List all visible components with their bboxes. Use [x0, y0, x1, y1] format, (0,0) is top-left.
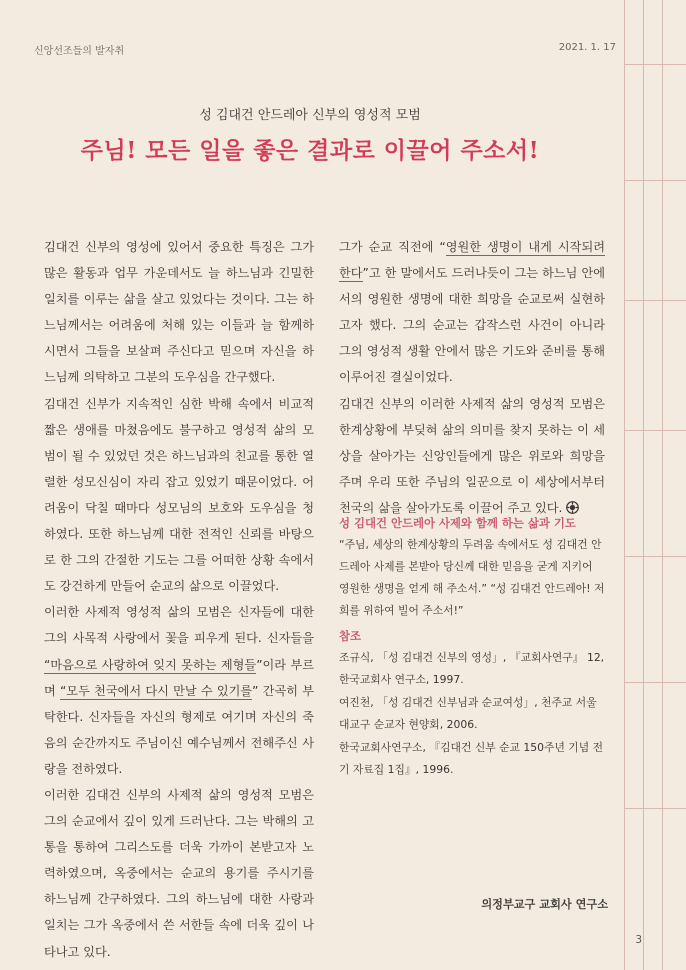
- margin-line: [624, 682, 686, 683]
- margin-rule-1: [624, 0, 625, 970]
- margin-rule-2: [643, 0, 644, 970]
- article-title: 주님! 모든 일을 좋은 결과로 이끌어 주소서!: [80, 137, 540, 164]
- references-heading: 참조: [339, 629, 362, 643]
- paragraph: 김대건 신부의 영성에 있어서 중요한 특징은 그가 많은 활동과 업무 가운데서도 늘 하느님과 긴밀한 일치를 이루는 삶을 살고 있었다는 것이다. 그는 하느님께서는 어려움에 처해 있는 이들과 늘 함께하시면서 그들을 보살펴 주신다고 믿으며 자신을 하느님께 의탁하고 그분의 도우심을 간구했다.: [44, 240, 314, 385]
- reference-item: 여진천, 「성 김대건 신부님과 순교여성」, 천주교 서울대교구 순교자 현양회, 2006.: [339, 696, 597, 731]
- paragraph: 이러한 사제적 영성적 삶의 모범은 신자들에 대한 그의 사목적 사랑에서 꽃을 피우게 된다. 신자들을 “마음으로 사랑하여 잊지 못하는 제형들”이라 부르며 “모두 천국에서 다시 만날 수 있기를” 간곡히 부탁한다. 신자들을 자신의 형제로 여기며 자신의 죽음의 순간까지도 주님이신 예수님께서 전해주신 사랑을 전하였다.: [44, 605, 315, 776]
- margin-line: [624, 556, 686, 557]
- reference-item: 조규식, 「성 김대건 신부의 영성」, 『교회사연구』 12, 한국교회사 연구소, 1997.: [339, 651, 605, 686]
- underlined-quote: “마음으로 사랑하여 잊지 못하는 제형들: [44, 657, 257, 672]
- margin-line: [624, 64, 686, 65]
- prayer-heading: 성 김대건 안드레아 사제와 함께 하는 삶과 기도: [339, 516, 576, 530]
- margin-line: [624, 300, 686, 301]
- references-list: [339, 647, 605, 782]
- margin-line: [624, 180, 686, 181]
- margin-line: [624, 430, 686, 431]
- issue-date: 2021. 1. 17: [558, 42, 616, 53]
- margin-rule-3: [662, 0, 663, 970]
- paragraph: 그가 순교 직전에 “영원한 생명이 내게 시작되려 한다”고 한 말에서도 드러나듯이 그는 하느님 안에서의 영원한 생명에 대한 희망을 순교로써 실현하고자 했다. 그의 순교는 갑작스런 사건이 아니라 그의 영성적 생활 안에서 많은 기도와 준비를 통해 이루어진 결실이었다.: [339, 240, 605, 385]
- paragraph: 김대건 신부가 지속적인 심한 박해 속에서 비교적 짧은 생애를 마쳤음에도 불구하고 영성적 삶의 모범이 될 수 있었던 것은 하느님과의 친교를 통한 열렬한 성모신심이 자리 잡고 있었기 때문이었다. 어려움이 닥칠 때마다 성모님의 보호와 도우심을 청하였다. 또한 하느님께 대한 전적인 신뢰를 바탕으로 한 그의 간절한 기도는 그를 어떠한 상황 속에서도 강건하게 만들어 순교의 삶으로 이끌었다.: [44, 396, 314, 594]
- margin-line: [624, 808, 686, 809]
- reference-item: 한국교회사연구소, 『김대건 신부 순교 150주년 기념 전기 자료집 1집』, 1996.: [339, 741, 604, 776]
- church-emblem-icon: [566, 497, 579, 510]
- paragraph: 이러한 김대건 신부의 사제적 삶의 영성적 모범은 그의 순교에서 깊이 있게 드러난다. 그는 박해의 고통을 통하여 그리스도를 더욱 가까이 본받고자 노력하였으며, 옥중에서는 순교의 용기를 주시기를 하느님께 간구하였다. 그의 하느님에 대한 사랑과 일치는 그가 옥중에서 쓴 서한들 속에 더욱 깊이 나타나고 있다.: [44, 787, 314, 959]
- underlined-quote: 영원한 생명이 내게 시작되려 한다: [339, 240, 605, 281]
- underlined-quote: “모두 천국에서 다시 만날 수 있기를: [59, 683, 253, 698]
- prayer-text: “주님, 세상의 한계상황의 두려움 속에서도 성 김대건 안드레아 사제를 본받아 당신께 대한 믿음을 굳게 지키어 영원한 생명을 얻게 해 주소서.” “성 김대건 안드레아! 저희를 위하여 빌어 주소서!”: [339, 538, 605, 617]
- section-header: 신앙선조들의 발자취: [34, 46, 125, 57]
- article-subtitle: 성 김대건 안드레아 신부의 영성적 모범: [199, 108, 421, 123]
- author-credit: 의정부교구 교회사 연구소: [481, 898, 608, 911]
- right-column: [339, 234, 605, 521]
- left-column: [44, 234, 314, 965]
- page-number: 3: [635, 934, 642, 946]
- paragraph: 김대건 신부의 이러한 사제적 삶의 영성적 모범은 한계상황에 부딪혀 삶의 의미를 찾지 못하는 이 세상을 살아가는 신앙인들에게 많은 위로와 희망을 주며 우리 또한 주님의 일꾼으로 이 세상에서부터 천국의 삶을 살아가도록 이끌어 주고 있다.: [339, 396, 605, 515]
